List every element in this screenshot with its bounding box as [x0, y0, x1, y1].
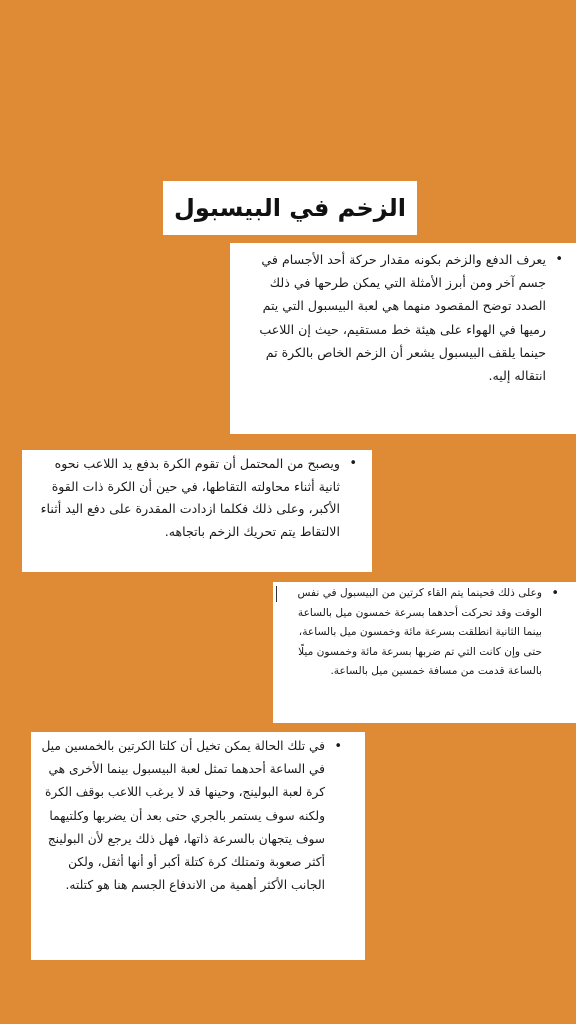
bullet-icon: •: [349, 456, 357, 471]
paragraph-1: [240, 248, 566, 387]
text-cursor: [276, 586, 277, 602]
text-box-1: [230, 243, 576, 434]
paragraph-2-text: ويصبح من المحتمل أن تقوم الكرة بدفع يد اللاعب نحوه ثانية أثناء محاولته التقاطها، في حين أن الكرة ذات القوة الأكبر، وعلى ذلك فكلما ازدادت المقدرة على دفع اليد أثناء الالتقاط يتم تحريك الزخم باتجاهه.: [40, 456, 340, 539]
text-box-2: [22, 450, 372, 572]
page-title: الزخم في البيسبول: [174, 194, 406, 222]
bullet-icon: •: [334, 739, 342, 754]
paragraph-1-text: يعرف الدفع والزخم بكونه مقدار حركة أحد الأجسام في جسم آخر ومن أبرز الأمثلة التي يمكن طرحها في ذلك الصدد توضح المقصود منهما هي لعبة البيسبول التي يتم رميها في الهواء على هيئة خط مستقيم، حيث إن اللاعب حينما يلقف البيسبول يشعر أن الزخم الخاص بالكرة تم انتقاله إليه.: [259, 252, 546, 384]
paragraph-3-text: وعلى ذلك فحينما يتم القاء كرتين من البيسبول في نفس الوقت وقد تحركت أحدهما بسرعة خمسون ميل بالساعة بينما الثانية انطلقت بسرعة مائة وخمسون ميل بالساعة، حتى وإن كانت التي تم ضربها بسرعة مائة وخمسون ميلًا بالساعة قدمت من مسافة خمسين ميل بالساعة.: [297, 587, 542, 678]
paragraph-4-text: في تلك الحالة يمكن تخيل أن كلتا الكرتين بالخمسين ميل في الساعة أحدهما تمثل لعبة البيسبول بينما الأخرى هي كرة لعبة البولينج، وحينها قد لا يرغب اللاعب بوقف الكرة ولكنه سوف يستمر بالجري حتى بعد أن يضربها وكلتيهما سوف يتجهان بالسرعة ذاتها، فهل ذلك يرجع لأن البولينج أكثر صعوبة وتمتلك كرة كتلة أكبر أو أنها أثقل، ولكن الجانب الأكثر أهمية من الاندفاع الجسم هنا هو كتلته.: [41, 739, 325, 893]
paragraph-3: [281, 584, 562, 682]
text-box-4: [31, 732, 365, 960]
paragraph-2: [32, 453, 360, 543]
bullet-icon: •: [555, 252, 563, 267]
title-box: [163, 181, 417, 235]
paragraph-4: [41, 735, 345, 897]
text-box-3[interactable]: [273, 582, 576, 723]
bullet-icon: •: [551, 586, 559, 601]
